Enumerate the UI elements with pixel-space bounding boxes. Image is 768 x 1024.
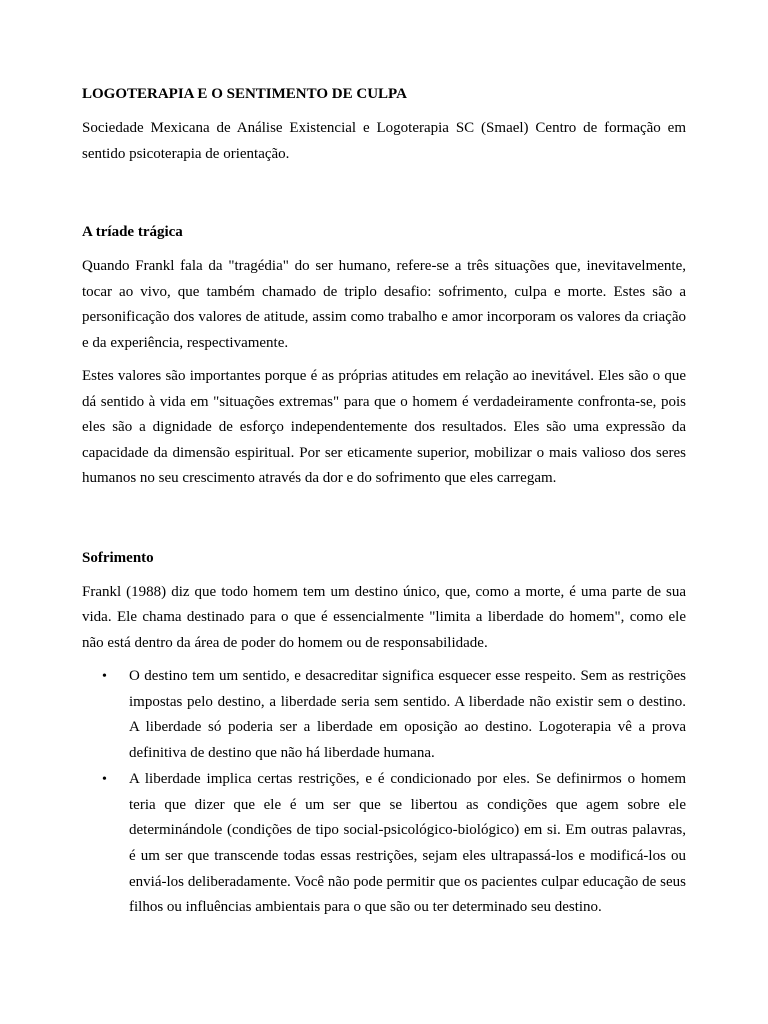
list-item: [82, 767, 686, 921]
bullet-icon: •: [102, 669, 107, 684]
section-heading-sofrimento: Sofrimento: [82, 549, 154, 566]
list-item-text: A liberdade implica certas restrições, e é condicionado por eles. Se definirmos o homem teria que dizer que ele é um ser que se libertou as condições que agem sobre ele determinándole (condições de tipo social-psicológico-biológico) em si. Em outras palavras, é um ser que transcende todas essas restrições, sejam eles ultrapassá-los e modificá-los ou enviá-los deliberadamente. Você não pode permitir que os pacientes culpar educação de seus filhos ou influências ambientais para o que são ou ter determinado seu destino.: [129, 770, 686, 916]
bullet-icon: •: [102, 771, 107, 787]
document-title: LOGOTERAPIA E O SENTIMENTO DE CULPA: [82, 86, 407, 102]
paragraph-sofrimento-1: Frankl (1988) diz que todo homem tem um destino único, que, como a morte, é uma parte de sua vida. Ele chama destinado para o que é essencialmente "limita a liberdade do homem", como ele não está dentro da área de poder do homem ou de responsabilidade.: [82, 583, 686, 651]
section-heading-triade: A tríade trágica: [82, 224, 183, 240]
intro-paragraph: Sociedade Mexicana de Análise Existencial e Logoterapia SC (Smael) Centro de formação em sentido psicoterapia de orientação.: [82, 120, 686, 162]
bullet-list: [82, 664, 686, 921]
paragraph-triade-1: Quando Frankl fala da "tragédia" do ser humano, refere-se a três situações que, inevitavelmente, tocar ao vivo, que também chamado de triplo desafio: sofrimento, culpa e morte. Estes são a personificação dos valores de atitude, assim como trabalho e amor incorporam os valores da criação e da experiência, respectivamente.: [82, 258, 686, 351]
list-item: [82, 664, 686, 767]
paragraph-triade-2: Estes valores são importantes porque é as próprias atitudes em relação ao inevitável. Eles são o que dá sentido à vida em "situações extremas" para que o homem é verdadeiramente confronta-se, pois eles são a dignidade de esforço independentemente dos resultados. Eles são uma expressão da capacidade da dimensão espiritual. Por ser eticamente superior, mobilizar o mais valioso dos seres humanos no seu crescimento através da dor e do sofrimento que eles carregam.: [82, 368, 686, 486]
list-item-text: O destino tem um sentido, e desacreditar significa esquecer esse respeito. Sem as restrições impostas pelo destino, a liberdade seria sem sentido. A liberdade não existir sem o destino. A liberdade só poderia ser a liberdade em oposição ao destino. Logoterapia vê a prova definitiva de destino que não há liberdade humana.: [129, 668, 686, 762]
